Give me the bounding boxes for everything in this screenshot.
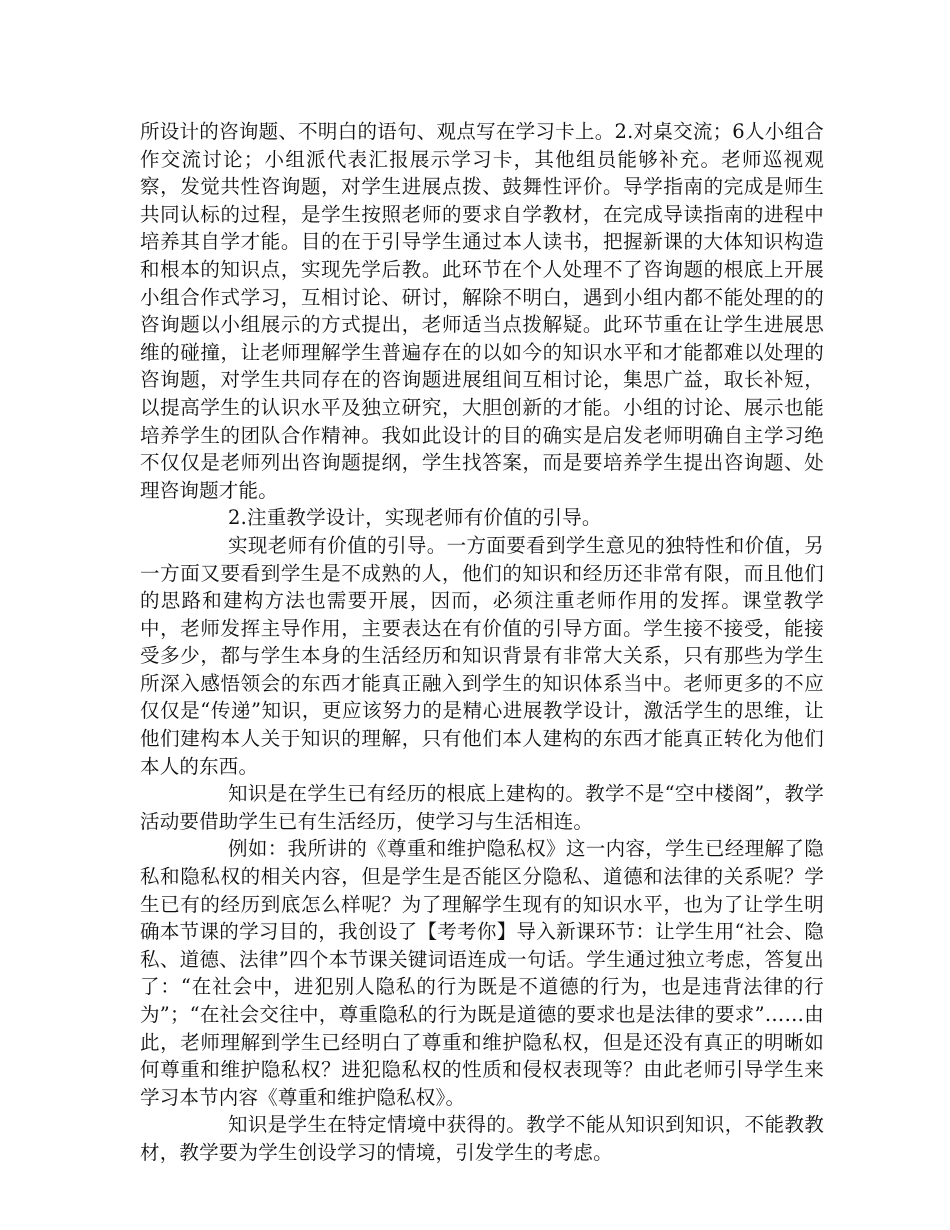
paragraph-group-learning: 所设计的咨询题、不明白的语句、观点写在学习卡上。2.对桌交流；6人小组合作交流讨论；小组派代表汇报展示学习卡，其他组员能够补充。老师巡视观察，发觉共性咨询题，对学生进展点拨、鼓舞性评价。导学指南的完成是师生共同认标的过程，是学生按照老师的要求自学教材，在完成导读指南的进程中培养其自学才能。目的在于引导学生通过本人读书，把握新课的大体知识构造和根本的知识点，实现先学后教。此环节在个人处理不了咨询题的根底上开展小组合作式学习，互相讨论、研讨，解除不明白，遇到小组内都不能处理的的咨询题以小组展示的方式提出，老师适当点拨解疑。此环节重在让学生进展思维的碰撞，让老师理解学生普遍存在的以如今的知识水平和才能都难以处理的咨询题，对学生共同存在的咨询题进展组间互相讨论，集思广益，取长补短，以提高学生的认识水平及独立研究，大胆创新的才能。小组的讨论、展示也能培养学生的团队合作精神。我如此设计的目的确实是启发老师明确自主学习绝不仅仅是老师列出咨询题提纲，学生找答案，而是要培养学生提出咨询题、处理咨询题才能。 <box>140 120 824 502</box>
paragraph-situational-learning: 知识是学生在特定情境中获得的。教学不能从知识到知识，不能教教材，教学要为学生创设学习的情境，引发学生的考虑。 <box>140 1113 824 1164</box>
paragraph-valuable-guidance: 实现老师有价值的引导。一方面要看到学生意见的独特性和价值，另一方面又要看到学生是不成熟的人，他们的知识和经历还非常有限，而且他们的思路和建构方法也需要开展，因而，必须注重老师作用的发挥。课堂教学中，老师发挥主导作用，主要表达在有价值的引导方面。学生接不接受，能接受多少，都与学生本身的生活经历和知识背景有非常大关系，只有那些为学生所深入感悟领会的东西才能真正融入到学生的知识体系当中。老师更多的不应仅仅是“传递”知识，更应该努力的是精心进展教学设计，激活学生的思维，让他们建构本人关于知识的理解，只有他们本人建构的东西才能真正转化为他们本人的东西。 <box>140 533 824 778</box>
paragraph-knowledge-construction: 知识是在学生已有经历的根底上建构的。教学不是“空中楼阁”，教学活动要借助学生已有生活经历，使学习与生活相连。 <box>140 782 824 833</box>
paragraph-privacy-example: 例如：我所讲的《尊重和维护隐私权》这一内容，学生已经理解了隐私和隐私权的相关内容，但是学生是否能区分隐私、道德和法律的关系呢？学生已有的经历到底怎么样呢？为了理解学生现有的知识水平，也为了让学生明确本节课的学习目的，我创设了【考考你】导入新课环节：让学生用“社会、隐私、道德、法律”四个本节课关键词语连成一句话。学生通过独立考虑，答复出了：“在社会中，进犯别人隐私的行为既是不道德的行为，也是违背法律的行为”；“在社会交往中，尊重隐私的行为既是道德的要求也是法律的要求”……由此，老师理解到学生已经明白了尊重和维护隐私权，但是还没有真正的明晰如何尊重和维护隐私权？进犯隐私权的性质和侵权表现等？由此老师引导学生来学习本节内容《尊重和维护隐私权》。 <box>140 837 824 1109</box>
paragraph-heading-teaching-design: 2.注重教学设计，实现老师有价值的引导。 <box>228 506 602 530</box>
document-body <box>140 118 824 1167</box>
